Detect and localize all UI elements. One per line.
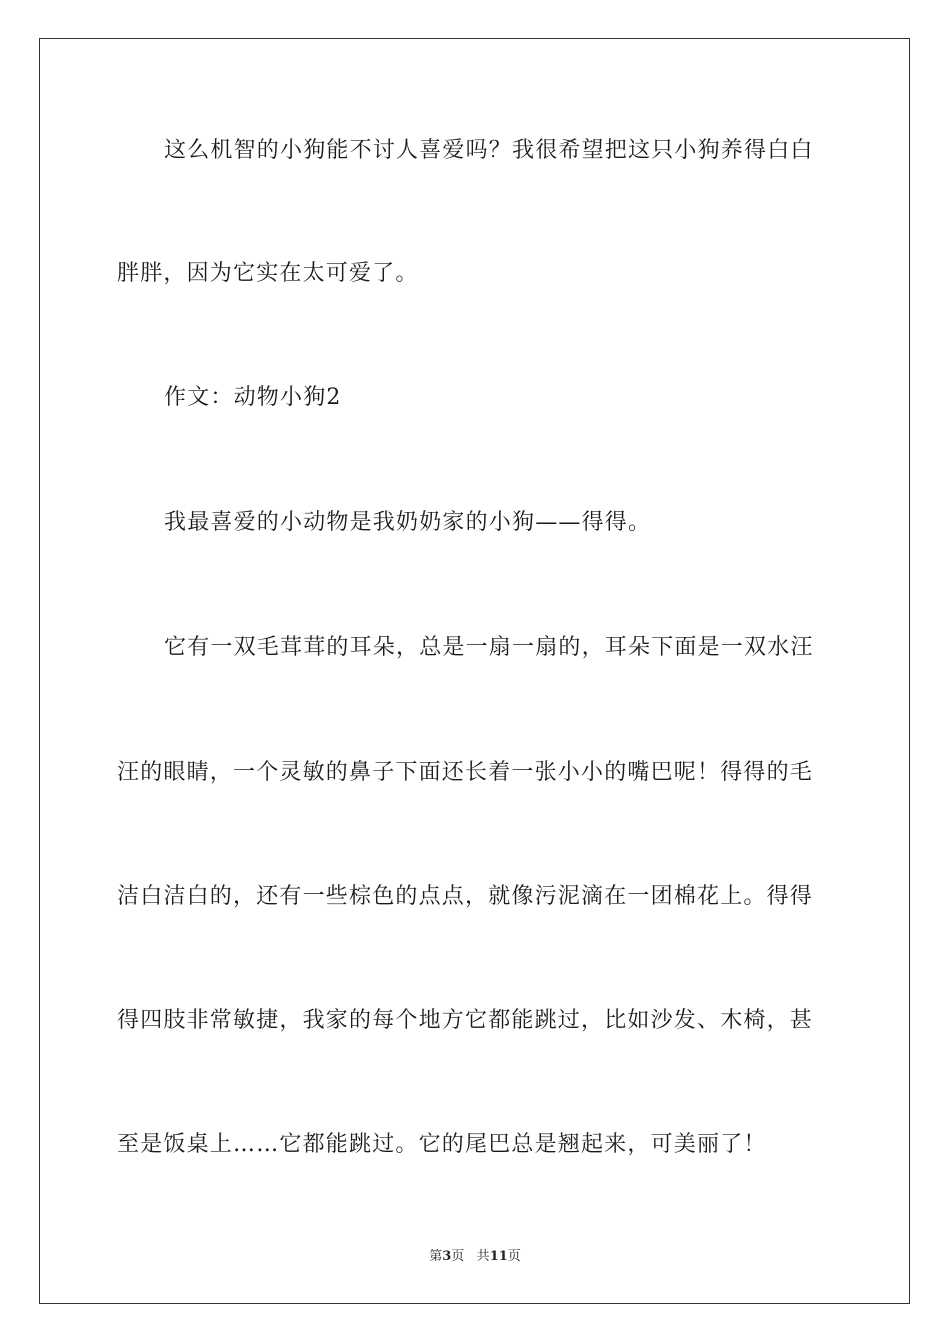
paragraph-line: 洁白洁白的，还有一些棕色的点点，就像污泥滴在一团棉花上。得得 [117,884,814,909]
paragraph-line: 胖胖，因为它实在太可爱了。 [117,261,419,286]
total-pages-number: 11 [489,1249,508,1264]
page-footer [0,1248,950,1266]
current-page-number: 3 [442,1249,452,1264]
paragraph-line: 我最喜爱的小动物是我奶奶家的小狗——得得。 [164,510,652,535]
paragraph-line: 汪的眼睛，一个灵敏的鼻子下面还长着一张小小的嘴巴呢！得得的毛 [117,760,814,785]
paragraph-line: 它有一双毛茸茸的耳朵，总是一扇一扇的，耳朵下面是一双水汪 [164,635,814,660]
total-prefix: 共 [476,1249,490,1264]
page-border [39,38,910,1304]
essay-title: 作文：动物小狗2 [164,385,342,410]
paragraph-line: 至是饭桌上……它都能跳过。它的尾巴总是翘起来，可美丽了！ [117,1132,767,1157]
total-suffix: 页 [507,1249,521,1264]
page-prefix: 第 [429,1249,443,1264]
page-suffix: 页 [451,1249,465,1264]
paragraph-line: 得四肢非常敏捷，我家的每个地方它都能跳过，比如沙发、木椅，甚 [117,1008,814,1033]
paragraph-line: 这么机智的小狗能不讨人喜爱吗？我很希望把这只小狗养得白白 [164,138,814,163]
